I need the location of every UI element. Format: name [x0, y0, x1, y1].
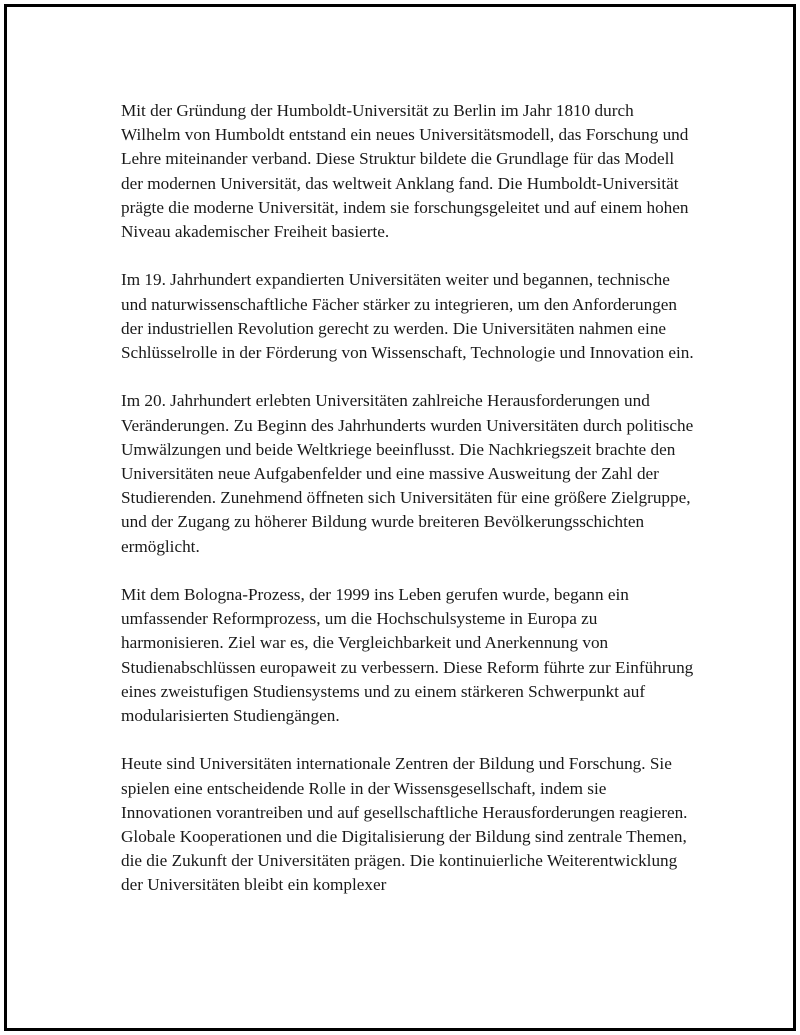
document-body [121, 99, 696, 898]
paragraph-19th-century: Im 19. Jahrhundert expandierten Universitäten weiter und begannen, technische und naturwissenschaftliche Fächer stärker zu integrieren, um den Anforderungen der industriellen Revolution gerecht zu werden. Die Universitäten nahmen eine Schlüsselrolle in der Förderung von Wissenschaft, Technologie und Innovation ein. [121, 270, 694, 363]
paragraph-today: Heute sind Universitäten internationale Zentren der Bildung und Forschung. Sie spielen eine entscheidende Rolle in der Wissensgesellschaft, indem sie Innovationen vorantreiben und auf gesellschaftliche Herausforderungen reagieren. Globale Kooperationen und die Digitalisierung der Bildung sind zentrale Themen, die die Zukunft der Universitäten prägen. Die kontinuierliche Weiterentwicklung der Universitäten bleibt ein komplexer [121, 754, 688, 895]
paragraph-humboldt: Mit der Gründung der Humboldt-Universität zu Berlin im Jahr 1810 durch Wilhelm von Humboldt entstand ein neues Universitätsmodell, das Forschung und Lehre miteinander verband. Diese Struktur bildete die Grundlage für das Modell der modernen Universität, das weltweit Anklang fand. Die Humboldt-Universität prägte die moderne Universität, indem sie forschungsgeleitet und auf einem hohen Niveau akademischer Freiheit basierte. [121, 101, 689, 242]
paragraph-bologna: Mit dem Bologna-Prozess, der 1999 ins Leben gerufen wurde, begann ein umfassender Reformprozess, um die Hochschulsysteme in Europa zu harmonisieren. Ziel war es, die Vergleichbarkeit und Anerkennung von Studienabschlüssen europaweit zu verbessern. Diese Reform führte zur Einführung eines zweistufigen Studiensystems und zu einem stärkeren Schwerpunkt auf modularisierten Studiengängen. [121, 585, 694, 726]
page-frame [4, 4, 796, 1031]
paragraph-20th-century: Im 20. Jahrhundert erlebten Universitäten zahlreiche Herausforderungen und Veränderungen. Zu Beginn des Jahrhunderts wurden Universitäten durch politische Umwälzungen und beide Weltkriege beeinflusst. Die Nachkriegszeit brachte den Universitäten neue Aufgabenfelder und eine massive Ausweitung der Zahl der Studierenden. Zunehmend öffneten sich Universitäten für eine größere Zielgruppe, und der Zugang zu höherer Bildung wurde breiteren Bevölkerungsschichten ermöglicht. [121, 391, 694, 556]
